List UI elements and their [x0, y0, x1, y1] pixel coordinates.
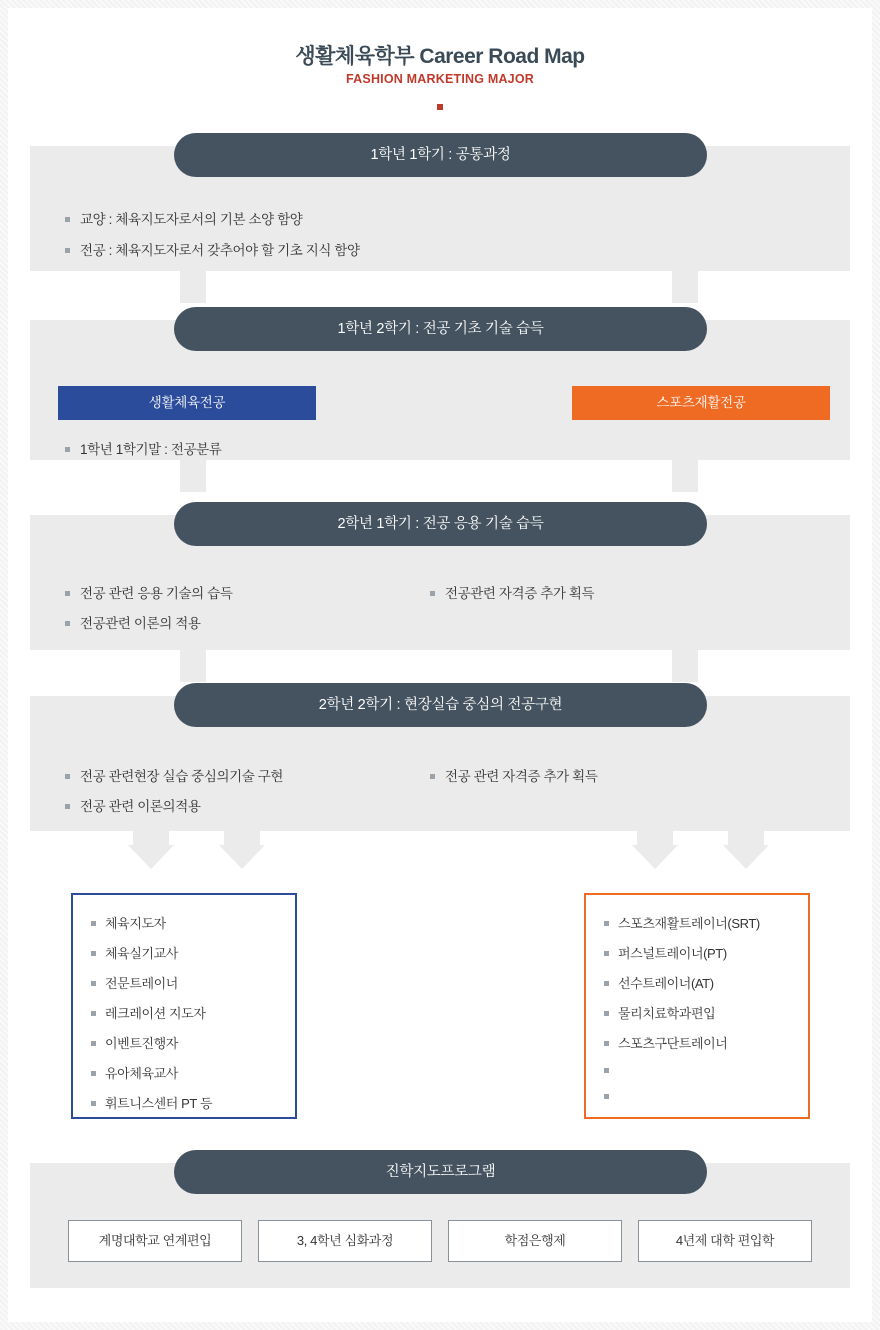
- bullet-marker-icon: [604, 1094, 609, 1099]
- bullet-marker-icon: [65, 804, 70, 809]
- bullet-marker-icon: [91, 951, 96, 956]
- title-dot-decoration: [437, 104, 443, 110]
- outcome-arrow-right-1-head: [632, 845, 678, 869]
- connector-3-stem: [180, 650, 206, 682]
- list-item: 전문트레이너: [91, 973, 295, 992]
- section-2-bullet-1: 1학년 1학기말 : 전공분류: [65, 438, 221, 458]
- outcome-list-left: [73, 895, 295, 1112]
- connector-1b-stem: [672, 271, 698, 303]
- outcome-arrow-left-2-stem: [224, 831, 260, 845]
- connector-2-stem: [180, 460, 206, 492]
- list-item: 스포츠재활트레이너(SRT): [604, 913, 808, 932]
- bullet-marker-icon: [65, 248, 70, 253]
- outcome-box-sports-rehab: [584, 893, 810, 1119]
- bullet-marker-icon: [604, 1041, 609, 1046]
- outcome-arrow-right-2-stem: [728, 831, 764, 845]
- section-1-heading: 1학년 1학기 : 공통과정: [174, 133, 707, 177]
- section-3-heading: 2학년 1학기 : 전공 응용 기술 습득: [174, 502, 707, 546]
- section-4-heading: 2학년 2학기 : 현장실습 중심의 전공구현: [174, 683, 707, 727]
- outcome-arrow-left-1-head: [128, 845, 174, 869]
- outcome-box-life-sports: [71, 893, 297, 1119]
- bullet-marker-icon: [91, 1101, 96, 1106]
- bullet-marker-icon: [430, 591, 435, 596]
- list-item: 선수트레이너(AT): [604, 973, 808, 992]
- section-1-bullet-1: 교양 : 체육지도자로서의 기본 소양 함양: [65, 208, 302, 228]
- list-item: 이벤트진행자: [91, 1033, 295, 1052]
- outcome-arrow-right-2-head: [723, 845, 769, 869]
- bullet-marker-icon: [65, 621, 70, 626]
- page-title: 생활체육학부 Career Road Map: [295, 45, 585, 68]
- major-tag-sports-rehab[interactable]: 스포츠재활전공: [572, 386, 830, 420]
- list-item: 퍼스널트레이너(PT): [604, 943, 808, 962]
- section-4-bullet-left-2: 전공 관련 이론의적용: [65, 795, 200, 815]
- bullet-marker-icon: [91, 981, 96, 986]
- connector-3b-stem: [672, 650, 698, 682]
- list-item: 체육지도자: [91, 913, 295, 932]
- program-box-2[interactable]: 3, 4학년 심화과정: [258, 1220, 432, 1262]
- list-item: 스포츠구단트레이너: [604, 1033, 808, 1052]
- footer-heading: 진학지도프로그램: [174, 1150, 707, 1194]
- list-item: 휘트니스센터 PT 등: [91, 1093, 295, 1112]
- program-box-3[interactable]: 학점은행제: [448, 1220, 622, 1262]
- outcome-arrow-left-2-head: [219, 845, 265, 869]
- bullet-marker-icon: [604, 951, 609, 956]
- section-4-bullet-left-1: 전공 관련현장 실습 중심의기술 구현: [65, 765, 283, 785]
- bullet-marker-icon: [604, 981, 609, 986]
- list-item: [604, 1089, 808, 1104]
- outcome-list-right: [586, 895, 808, 1104]
- connector-2b-stem: [672, 460, 698, 492]
- bullet-marker-icon: [604, 1011, 609, 1016]
- connector-1-stem: [180, 271, 206, 303]
- outcome-arrow-right-1-stem: [637, 831, 673, 845]
- bullet-marker-icon: [65, 774, 70, 779]
- bullet-marker-icon: [91, 1041, 96, 1046]
- bullet-marker-icon: [65, 591, 70, 596]
- program-box-4[interactable]: 4년제 대학 편입학: [638, 1220, 812, 1262]
- bullet-marker-icon: [65, 217, 70, 222]
- section-3-bullet-left-1: 전공 관련 응용 기술의 습득: [65, 582, 232, 602]
- roadmap-canvas: [8, 8, 872, 1322]
- bullet-marker-icon: [91, 921, 96, 926]
- page-subtitle: FASHION MARKETING MAJOR: [346, 72, 534, 86]
- bullet-marker-icon: [91, 1011, 96, 1016]
- bullet-marker-icon: [430, 774, 435, 779]
- bullet-marker-icon: [91, 1071, 96, 1076]
- list-item: 체육실기교사: [91, 943, 295, 962]
- major-tag-life-sports[interactable]: 생활체육전공: [58, 386, 316, 420]
- list-item: [604, 1063, 808, 1078]
- list-item: 물리치료학과편입: [604, 1003, 808, 1022]
- program-box-1[interactable]: 계명대학교 연계편입: [68, 1220, 242, 1262]
- list-item: 유아체육교사: [91, 1063, 295, 1082]
- section-3-bullet-left-2: 전공관련 이론의 적용: [65, 612, 200, 632]
- bullet-marker-icon: [604, 1068, 609, 1073]
- list-item: 레크레이션 지도자: [91, 1003, 295, 1022]
- outcome-arrow-left-1-stem: [133, 831, 169, 845]
- bullet-marker-icon: [65, 447, 70, 452]
- section-1-bullet-2: 전공 : 체육지도자로서 갖추어야 할 기초 지식 함양: [65, 239, 360, 259]
- section-2-heading: 1학년 2학기 : 전공 기초 기술 습득: [174, 307, 707, 351]
- section-4-bullet-right-1: 전공 관련 자격증 추가 획득: [430, 765, 597, 785]
- bullet-marker-icon: [604, 921, 609, 926]
- section-3-bullet-right-1: 전공관련 자격증 추가 획득: [430, 582, 594, 602]
